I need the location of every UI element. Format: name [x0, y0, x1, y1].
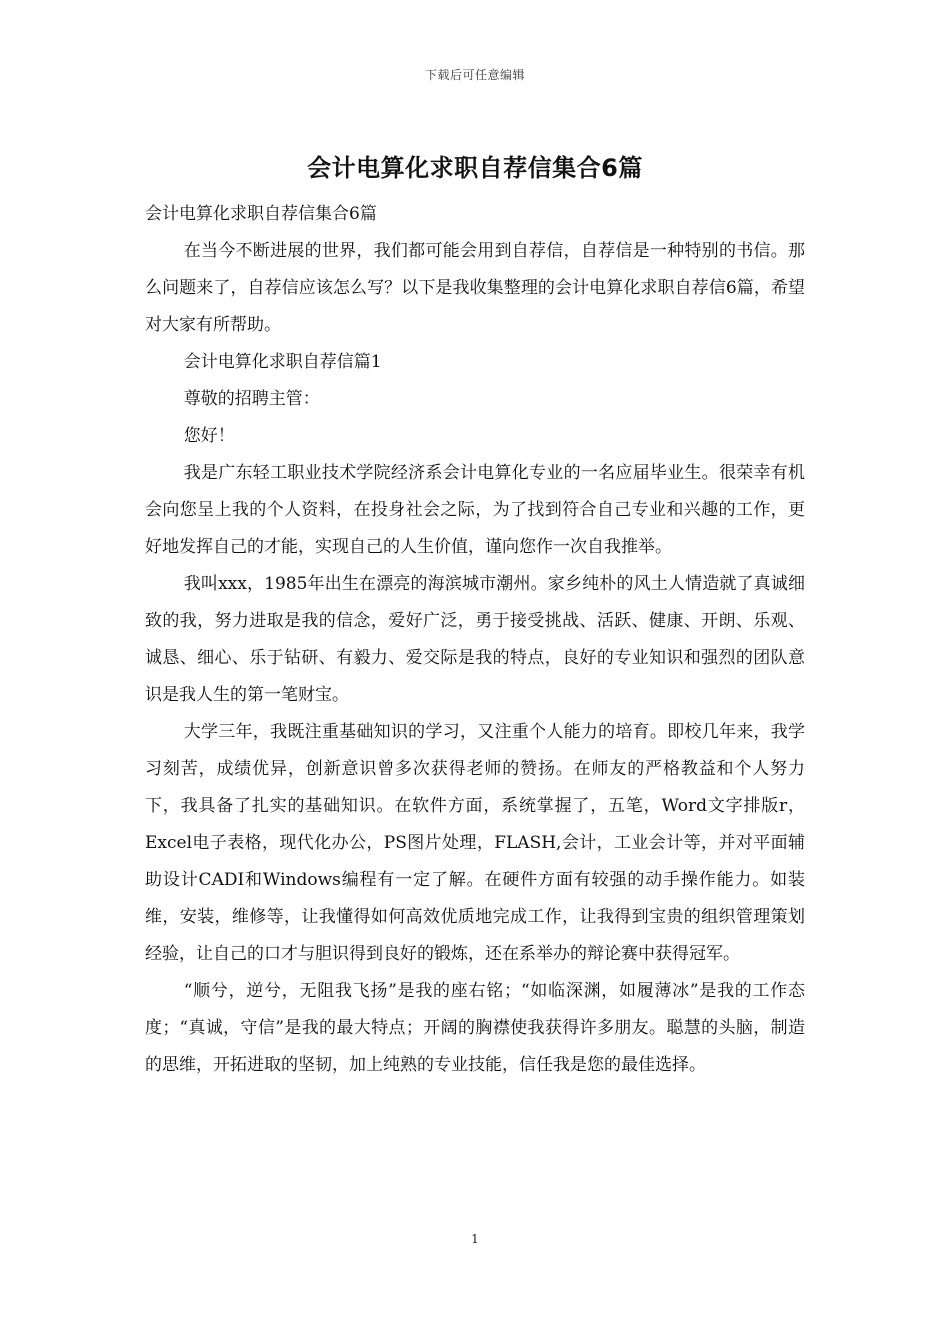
body-paragraph: 我是广东轻工职业技术学院经济系会计电算化专业的一名应届毕业生。很荣幸有机会向您呈上我的个人资料，在投身社会之际，为了找到符合自己专业和兴趣的工作，更好地发挥自己的才能，实现自己的人生价值，谨向您作一次自我推举。 — [145, 463, 805, 557]
body-paragraph: 大学三年，我既注重基础知识的学习，又注重个人能力的培育。即校几年来，我学习刻苦，成绩优异，创新意识曾多次获得老师的赞扬。在师友的严格教益和个人努力下，我具备了扎实的基础知识。在软件方面，系统掌握了，五笔，Word文字排版r，Excel电子表格，现代化办公，PS图片处理，FLASH,会计，工业会计等，并对平面辅助设计CADI和Windows编程有一定了解。在硬件方面有较强的动手操作能力。如装维，安装，维修等，让我懂得如何高效优质地完成工作，让我得到宝贵的组织管理策划经验，让自己的口才与胆识得到良好的锻炼，还在系举办的辩论赛中获得冠军。 — [145, 722, 805, 964]
body-paragraph: “顺兮，逆兮，无阻我飞扬”是我的座右铭；“如临深渊，如履薄冰”是我的工作态度；“真诚，守信”是我的最大特点；开阔的胸襟使我获得许多朋友。聪慧的头脑，制造的思维，开拓进取的坚韧，加上纯熟的专业技能，信任我是您的最佳选择。 — [145, 981, 805, 1075]
intro-paragraph: 在当今不断进展的世界，我们都可能会用到自荐信，自荐信是一种特别的书信。那么问题来了，自荐信应该怎么写？以下是我收集整理的会计电算化求职自荐信6篇，希望对大家有所帮助。 — [145, 241, 805, 335]
body-paragraph: 我叫xxx，1985年出生在漂亮的海滨城市潮州。家乡纯朴的风土人情造就了真诚细致的我，努力进取是我的信念，爱好广泛，勇于接受挑战、活跃、健康、开朗、乐观、诚恳、细心、乐于钻研、有毅力、爱交际是我的特点，良好的专业知识和强烈的团队意识是我人生的第一笔财宝。 — [145, 574, 805, 705]
subtitle-line: 会计电算化求职自荐信集合6篇 — [145, 204, 377, 224]
document-title: 会计电算化求职自荐信集合6篇 — [307, 154, 643, 182]
salutation: 尊敬的招聘主管： — [183, 389, 320, 409]
page-number: 1 — [471, 1232, 479, 1246]
document-body — [145, 196, 805, 1084]
greeting: 您好！ — [183, 426, 235, 446]
section-heading: 会计电算化求职自荐信篇1 — [183, 352, 382, 372]
header-note: 下载后可任意编辑 — [424, 68, 525, 82]
